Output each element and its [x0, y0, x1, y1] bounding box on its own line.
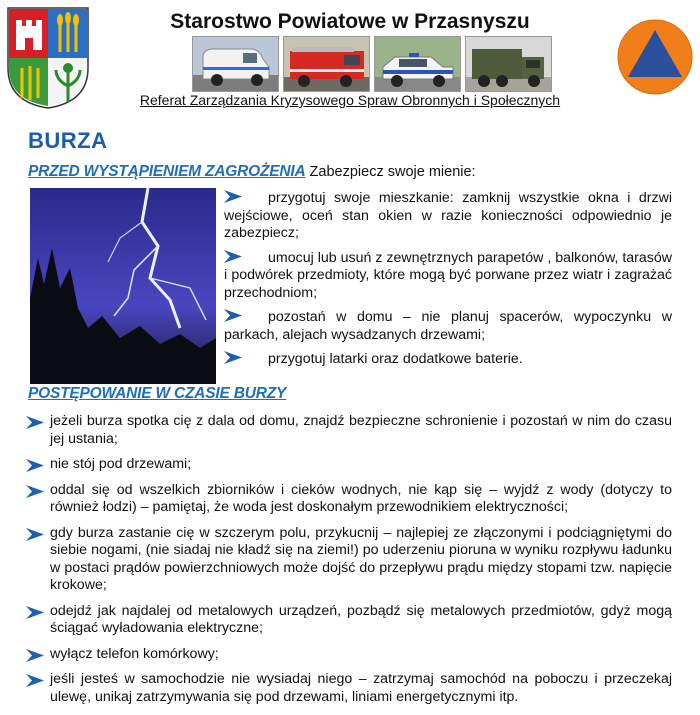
department-subtitle: Referat Zarządzania Kryzysowego Spraw Obronnych i Społecznych: [139, 92, 561, 108]
arrow-bullet-icon: [224, 250, 242, 263]
section-before-title: PRZED WYSTĄPIENIEM ZAGROŻENIA: [28, 163, 306, 180]
police-car-image: [374, 36, 461, 92]
list-item: wyłącz telefon komórkowy;: [26, 646, 672, 664]
list-item: jeśli jesteś w samochodzie nie wysiadaj niego – zatrzymaj samochód na poboczu i przeczekaj ulewę, unikaj zatrzymywania się pod drzewami, liniami energetycznymi itp.: [26, 671, 672, 706]
list-item: oddal się od wszelkich zbiorników i cieków wodnych, nie kąp się – wyjdź z wody (dotyczy to również łodzi) – pamiętaj, że woda jest doskonałym przewodnikiem elektryczności;: [26, 482, 672, 517]
section-before-header: [28, 163, 476, 181]
arrow-bullet-icon: [26, 459, 44, 472]
section-during-title: POSTĘPOWANIE W CZASIE BURZY: [28, 385, 287, 402]
arrow-bullet-icon: [224, 351, 242, 364]
section-before-intro: Zabezpiecz swoje mienie:: [309, 164, 476, 180]
arrow-bullet-icon: [26, 606, 44, 619]
arrow-bullet-icon: [26, 649, 44, 662]
lightning-storm-image: [30, 188, 216, 384]
fire-truck-image: [283, 36, 370, 92]
list-item: umocuj lub usuń z zewnętrznych parapetów , balkonów, tarasów i podwórek przedmioty, które mogą być porwane przez wiatr i zagrażać przechodniom;: [224, 249, 672, 301]
section-before-list: [224, 190, 672, 376]
military-truck-image: [465, 36, 552, 92]
section-during-list: [26, 413, 672, 714]
page-title: Starostwo Powiatowe w Przasnyszu: [170, 10, 530, 33]
list-item: przygotuj swoje mieszkanie: zamknij wszystkie okna i drzwi wejściowe, oceń stan okien w razie konieczności odpowiednio je zabezpiecz;: [224, 190, 672, 241]
vehicle-photos: [192, 36, 552, 90]
list-item: pozostań w domu – nie planuj spacerów, wypoczynku w parkach, alejach wysadzanych drzewami;: [224, 309, 672, 343]
list-item: nie stój pod drzewami;: [26, 456, 672, 474]
list-item: gdy burza zastanie cię w szczerym polu, przykucnij – najlepiej ze złączonymi i podciągniętymi do siebie nogami, (nie siadaj nie kładź się na ziemi!) po uderzeniu pioruna w wyniku rozpływu ładunku w postaci prądów powierzchniowych może dojść do przepływu prądu między stopami tzw. napięcie krokowe;: [26, 525, 672, 595]
civil-protection-logo-icon: [616, 18, 694, 96]
list-item: przygotuj latarki oraz dodatkowe baterie.: [224, 351, 672, 369]
arrow-bullet-icon: [26, 416, 44, 429]
arrow-bullet-icon: [224, 309, 242, 322]
list-item: odejdź jak najdalej od metalowych urządzeń, pozbądź się metalowych przedmiotów, gdyż mogą ściągać wyładowania elektryczne;: [26, 603, 672, 638]
county-crest-icon: [6, 6, 90, 110]
ambulance-image: [192, 36, 279, 92]
section-during-header: [28, 385, 286, 403]
list-item: jeżeli burza spotka cię z dala od domu, znajdź bezpieczne schronienie i pozostań w nim do czasu jej ustania;: [26, 413, 672, 448]
arrow-bullet-icon: [26, 528, 44, 541]
arrow-bullet-icon: [26, 485, 44, 498]
arrow-bullet-icon: [26, 674, 44, 687]
arrow-bullet-icon: [224, 190, 242, 203]
page-heading: BURZA: [28, 128, 108, 153]
